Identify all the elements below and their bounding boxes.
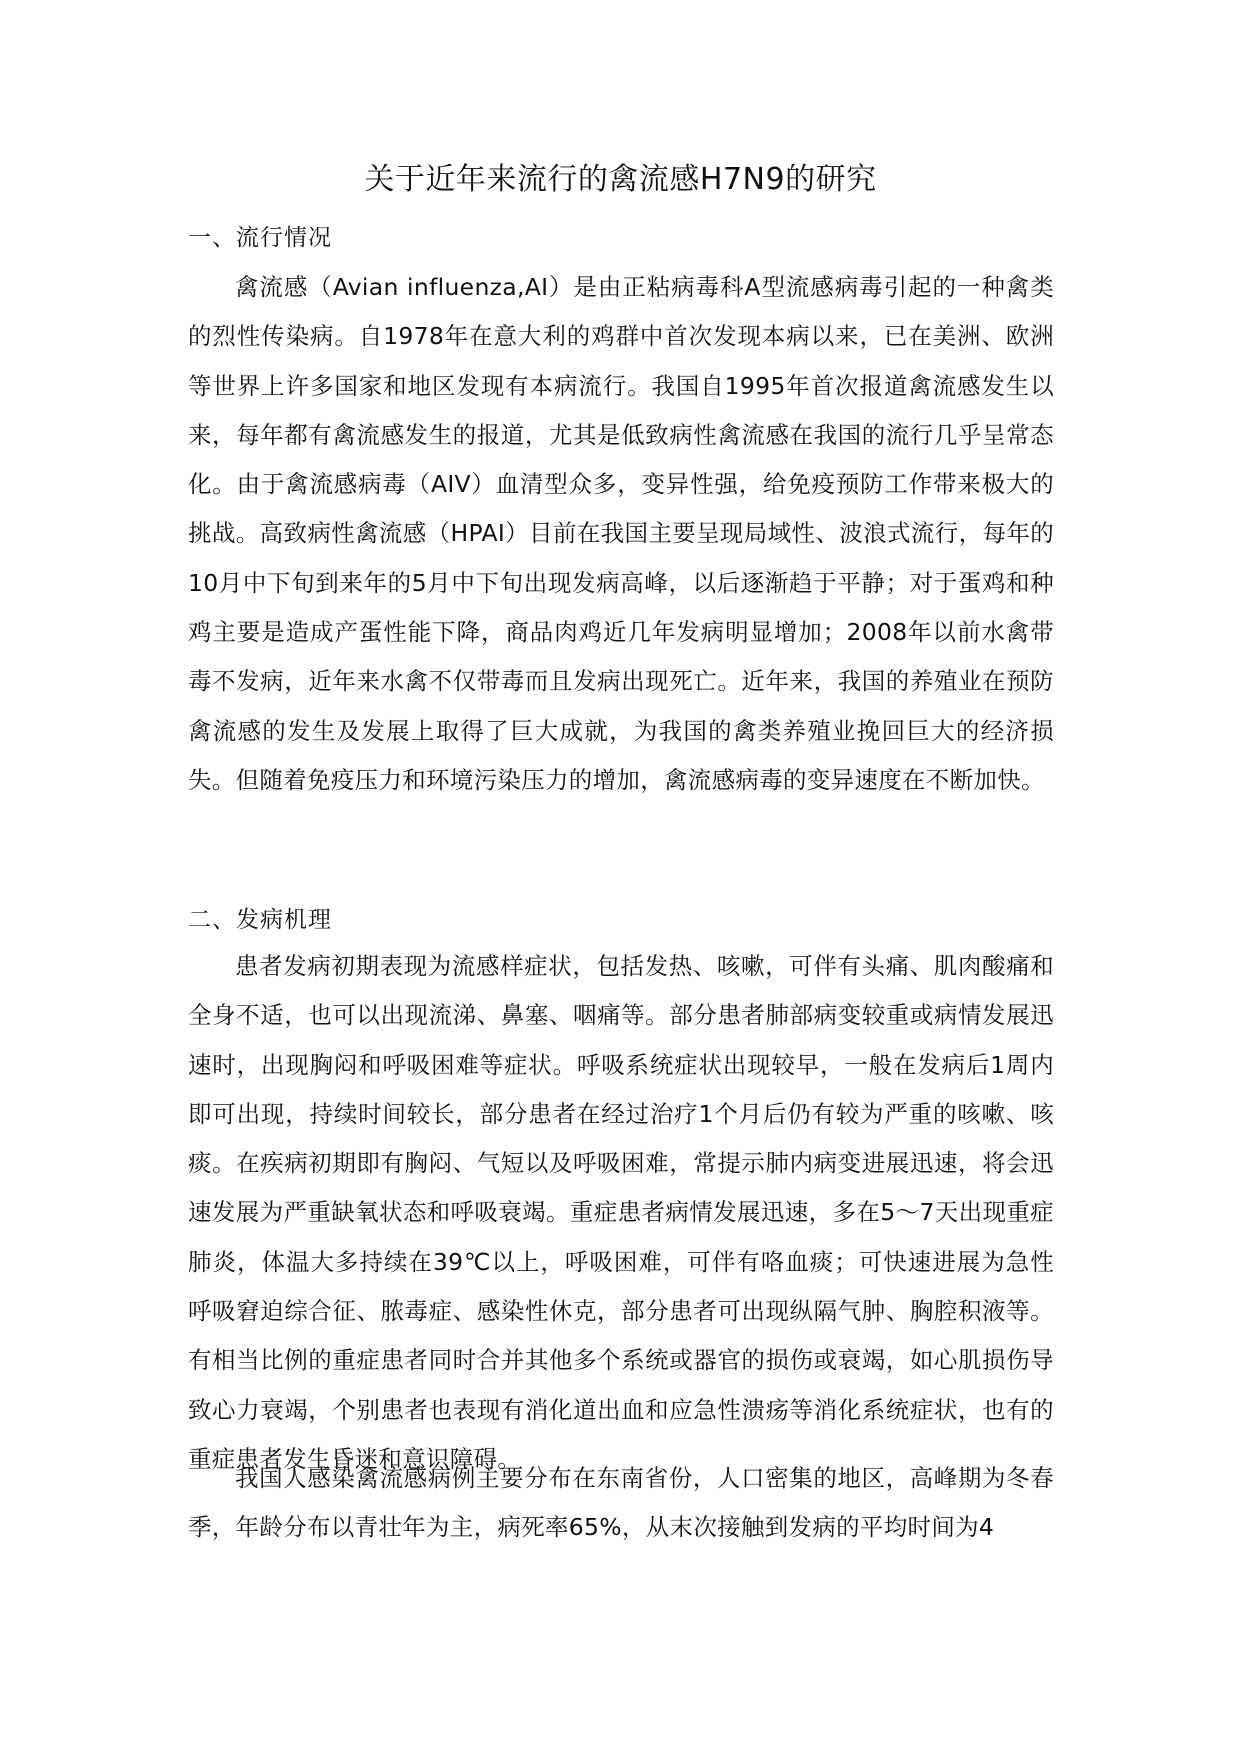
section-heading-pathogenesis: 二、发病机理 bbox=[188, 907, 332, 933]
paragraph-pathogenesis: 患者发病初期表现为流感样症状，包括发热、咳嗽，可伴有头痛、肌肉酸痛和全身不适，也可以出现流涕、鼻塞、咽痛等。部分患者肺部病变较重或病情发展迅速时，出现胸闷和呼吸困难等症状。呼吸系统症状出现较早，一般在发病后1周内即可出现，持续时间较长，部分患者在经过治疗1个月后仍有较为严重的咳嗽、咳痰。在疾病初期即有胸闷、气短以及呼吸困难，常提示肺内病变进展迅速，将会迅速发展为严重缺氧状态和呼吸衰竭。重症患者病情发展迅速，多在5～7天出现重症肺炎，体温大多持续在39℃以上，呼吸困难，可伴有咯血痰；可快速进展为急性呼吸窘迫综合征、脓毒症、感染性休克，部分患者可出现纵隔气肿、胸腔积液等。有相当比例的重症患者同时合并其他多个系统或器官的损伤或衰竭，如心肌损伤导致心力衰竭，个别患者也表现有消化道出血和应急性溃疡等消化系统症状，也有的重症患者发生昏迷和意识障碍。 bbox=[188, 952, 1054, 1473]
document-title: 关于近年来流行的禽流感H7N9的研究 bbox=[364, 162, 877, 197]
paragraph-epidemic: 禽流感（Avian influenza,AI）是由正粘病毒科A型流感病毒引起的一种禽类的烈性传染病。自1978年在意大利的鸡群中首次发现本病以来，已在美洲、欧洲等世界上许多国家和地区发现有本病流行。我国自1995年首次报道禽流感发生以来，每年都有禽流感发生的报道，尤其是低致病性禽流感在我国的流行几乎呈常态化。由于禽流感病毒（AIV）血清型众多，变异性强，给免疫预防工作带来极大的挑战。高致病性禽流感（HPAI）目前在我国主要呈现局域性、波浪式流行，每年的10月中下旬到来年的5月中下旬出现发病高峰，以后逐渐趋于平静；对于蛋鸡和种鸡主要是造成产蛋性能下降，商品肉鸡近几年发病明显增加；2008年以前水禽带毒不发病，近年来水禽不仅带毒而且发病出现死亡。近年来，我国的养殖业在预防禽流感的发生及发展上取得了巨大成就，为我国的禽类养殖业挽回巨大的经济损失。但随着免疫压力和环境污染压力的增加，禽流感病毒的变异速度在不断加快。 bbox=[188, 273, 1054, 794]
section-heading-epidemic: 一、流行情况 bbox=[188, 225, 332, 251]
paragraph-distribution: 我国人感染禽流感病例主要分布在东南省份，人口密集的地区，高峰期为冬春季，年龄分布以青壮年为主，病死率65%，从末次接触到发病的平均时间为4 bbox=[188, 1464, 1054, 1542]
